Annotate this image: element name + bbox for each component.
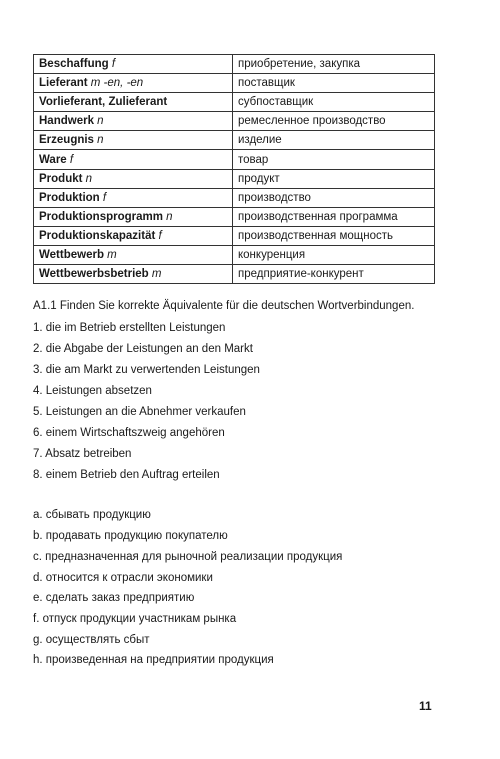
grammar-note: f [69, 153, 74, 166]
russian-equivalent: d. относится к отрасли экономики [33, 572, 213, 584]
russian-equivalent: a. сбывать продукцию [33, 509, 151, 521]
german-term: Lieferant [39, 77, 88, 90]
german-term-cell [34, 131, 233, 150]
german-term: Erzeugnis [39, 134, 94, 147]
russian-equivalent: g. осуществлять сбыт [33, 634, 150, 646]
vocab-row [34, 55, 435, 74]
russian-equivalent: e. сделать заказ предприятию [33, 592, 195, 604]
german-term-cell [34, 74, 233, 93]
vocab-row [34, 93, 435, 112]
vocab-row [34, 188, 435, 207]
german-term: Ware [39, 153, 67, 166]
german-phrase: 8. einem Betrieb den Auftrag erteilen [33, 469, 220, 481]
german-term-cell [34, 226, 233, 245]
grammar-note: m [151, 268, 162, 281]
russian-equivalent: f. отпуск продукции участникам рынка [33, 613, 237, 625]
german-phrase: 2. die Abgabe der Leistungen an den Markt [33, 343, 253, 355]
grammar-note: n [97, 115, 104, 128]
russian-translation: предприятие-конкурент [233, 265, 435, 284]
german-term-cell [34, 93, 233, 112]
german-phrase: 3. die am Markt zu verwertenden Leistungen [33, 364, 260, 376]
russian-translation: продукт [233, 169, 435, 188]
german-phrase: 1. die im Betrieb erstellten Leistungen [33, 322, 226, 334]
vocab-row [34, 74, 435, 93]
german-term: Produktion [39, 191, 100, 204]
german-term: Beschaffung [39, 58, 109, 71]
german-term: Produkt [39, 172, 83, 185]
vocab-row [34, 265, 435, 284]
russian-equivalent: h. произведенная на предприятии продукция [33, 654, 274, 666]
grammar-note: m -en, -en [90, 77, 144, 90]
german-phrase: 5. Leistungen an die Abnehmer verkaufen [33, 406, 246, 418]
german-phrase: 6. einem Wirtschaftszweig angehören [33, 427, 225, 439]
vocab-row [34, 150, 435, 169]
german-term: Produktionskapazität [39, 229, 156, 242]
grammar-note: f [158, 229, 162, 242]
grammar-note: n [97, 134, 104, 147]
russian-translation: производство [233, 188, 435, 207]
grammar-note: f [102, 191, 107, 204]
russian-translation: субпоставщик [233, 93, 435, 112]
vocab-row [34, 226, 435, 245]
german-term-cell [34, 55, 233, 74]
russian-translation: производственная программа [233, 207, 435, 226]
russian-translation: поставщик [233, 74, 435, 93]
german-term-cell [34, 245, 233, 264]
vocab-row [34, 245, 435, 264]
vocab-row [34, 169, 435, 188]
german-term-cell [34, 150, 233, 169]
vocab-row [34, 131, 435, 150]
russian-translation: конкуренция [233, 245, 435, 264]
german-term: Wettbewerbsbetrieb [39, 268, 149, 281]
russian-equivalent: b. продавать продукцию покупателю [33, 530, 228, 542]
vocabulary-table [33, 54, 435, 284]
german-term-cell [34, 188, 233, 207]
russian-translation: изделие [233, 131, 435, 150]
vocab-row [34, 207, 435, 226]
russian-translation: ремесленное производство [233, 112, 435, 131]
german-term-cell [34, 207, 233, 226]
russian-translation: производственная мощность [233, 226, 435, 245]
german-phrase: 4. Leistungen absetzen [33, 385, 152, 397]
german-phrase: 7. Absatz betreiben [33, 448, 132, 460]
german-term: Vorlieferant, Zulieferant [39, 96, 168, 109]
german-term-cell [34, 169, 233, 188]
german-term: Wettbewerb [39, 248, 104, 261]
german-term: Handwerk [39, 115, 94, 128]
grammar-note: f [111, 58, 116, 71]
grammar-note: n [85, 172, 93, 185]
german-term-cell [34, 112, 233, 131]
grammar-note: n [166, 210, 173, 223]
russian-translation: приобретение, закупка [233, 55, 435, 74]
vocab-row [34, 112, 435, 131]
russian-translation: товар [233, 150, 435, 169]
russian-equivalent: c. предназначенная для рыночной реализации продукция [33, 551, 343, 563]
task-instruction: A1.1 Finden Sie korrekte Äquivalente für die deutschen Wortverbindungen. [33, 300, 415, 312]
page-number: 11 [419, 699, 432, 713]
grammar-note: m [107, 248, 117, 261]
german-term: Produktionsprogramm [39, 210, 163, 223]
german-term-cell [34, 265, 233, 284]
